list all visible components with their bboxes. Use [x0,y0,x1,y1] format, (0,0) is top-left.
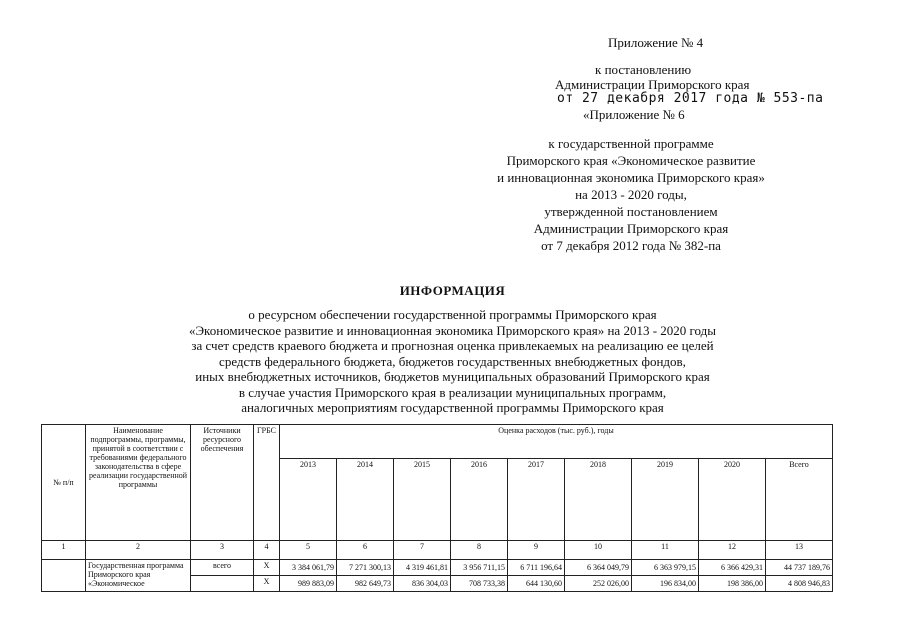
description-line: о ресурсном обеспечении государственной программы Приморского края [248,307,657,322]
index-cell: 2 [86,541,191,560]
index-cell: 7 [394,541,451,560]
col-header-number: № п/п [42,425,86,541]
index-cell: 4 [254,541,280,560]
description-line: аналогичных мероприятиям государственной программы Приморского края [241,400,664,415]
appendix-administration: Администрации Приморского края [555,77,750,92]
value-cell: 3 956 711,15 [451,560,508,576]
index-cell: 11 [632,541,699,560]
col-header-name: Наименование подпрограммы, программы, принятой в соответствии с требованиями федерального законодательства в сфере реализации государственной программы [86,425,191,541]
value-cell: 198 386,00 [699,576,766,592]
value-cell: 989 883,09 [280,576,337,592]
value-cell: 6 366 429,31 [699,560,766,576]
program-ref-line: от 7 декабря 2012 года № 382-па [541,238,721,253]
appendix-decree-ref: к постановлению [595,62,692,77]
grbs-cell: Х [254,576,280,592]
value-cell: 6 363 979,15 [632,560,699,576]
year-header: 2016 [451,459,508,541]
program-name-cell: Государственная программа Приморского края «Экономическое [86,560,191,592]
description-line: в случае участия Приморского края в реализации муниципальных программ, [238,384,667,400]
table-row [42,560,833,576]
col-header-grbs: ГРБС [254,425,280,541]
program-ref-line: на 2013 - 2020 годы, [575,187,687,202]
index-cell: 3 [191,541,254,560]
description-line: за счет средств краевого бюджета и прогнозная оценка привлекаемых на реализацию ее целей [191,338,714,353]
index-cell: 13 [766,541,833,560]
col-header-estimate: Оценка расходов (тыс. руб.), годы [280,425,833,459]
decree-date-stamp: от 27 декабря 2017 года № 553-па [557,91,824,106]
year-header: 2015 [394,459,451,541]
value-cell: 644 130,60 [508,576,565,592]
program-ref-line: Приморского края «Экономическое развитие [506,153,756,168]
program-ref-line: утвержденной постановлением [544,204,718,219]
col-header-source: Источники ресурсного обеспечения [191,425,254,541]
year-header: 2013 [280,459,337,541]
index-cell: 9 [508,541,565,560]
description-line: иных внебюджетных источников, бюджетов муниципальных образований Приморского края [195,369,710,384]
source-cell [191,576,254,592]
value-cell: 7 271 300,13 [337,560,394,576]
program-ref-block [486,135,776,254]
program-ref-line: к государственной программе [548,136,714,151]
row-number-cell [42,560,86,592]
year-header: 2017 [508,459,565,541]
value-cell-total: 44 737 189,76 [766,560,833,576]
resource-table [41,424,833,592]
year-header-total: Всего [766,459,833,541]
value-cell-total: 4 808 946,83 [766,576,833,592]
document-title: ИНФОРМАЦИЯ [399,283,506,298]
year-header: 2014 [337,459,394,541]
value-cell: 3 384 061,79 [280,560,337,576]
appendix-6-ref: «Приложение № 6 [583,107,685,122]
document-description [0,307,905,416]
value-cell: 6 711 196,64 [508,560,565,576]
value-cell: 6 364 049,79 [565,560,632,576]
index-cell: 5 [280,541,337,560]
source-cell: всего [191,560,254,576]
program-ref-line: и инновационная экономика Приморского края» [497,170,765,185]
grbs-cell: Х [254,560,280,576]
index-cell: 6 [337,541,394,560]
index-cell: 1 [42,541,86,560]
value-cell: 196 834,00 [632,576,699,592]
appendix-number: Приложение № 4 [608,35,704,50]
year-header: 2018 [565,459,632,541]
value-cell: 708 733,38 [451,576,508,592]
program-ref-line: Администрации Приморского края [533,221,729,236]
value-cell: 836 304,03 [394,576,451,592]
value-cell: 252 026,00 [565,576,632,592]
index-cell: 12 [699,541,766,560]
description-line: средств федерального бюджета, бюджетов государственных внебюджетных фондов, [219,353,686,369]
description-line: «Экономическое развитие и инновационная экономика Приморского края» на 2013 - 2020 годы [188,322,717,338]
year-header: 2020 [699,459,766,541]
year-header: 2019 [632,459,699,541]
index-cell: 10 [565,541,632,560]
value-cell: 4 319 461,81 [394,560,451,576]
value-cell: 982 649,73 [337,576,394,592]
index-cell: 8 [451,541,508,560]
